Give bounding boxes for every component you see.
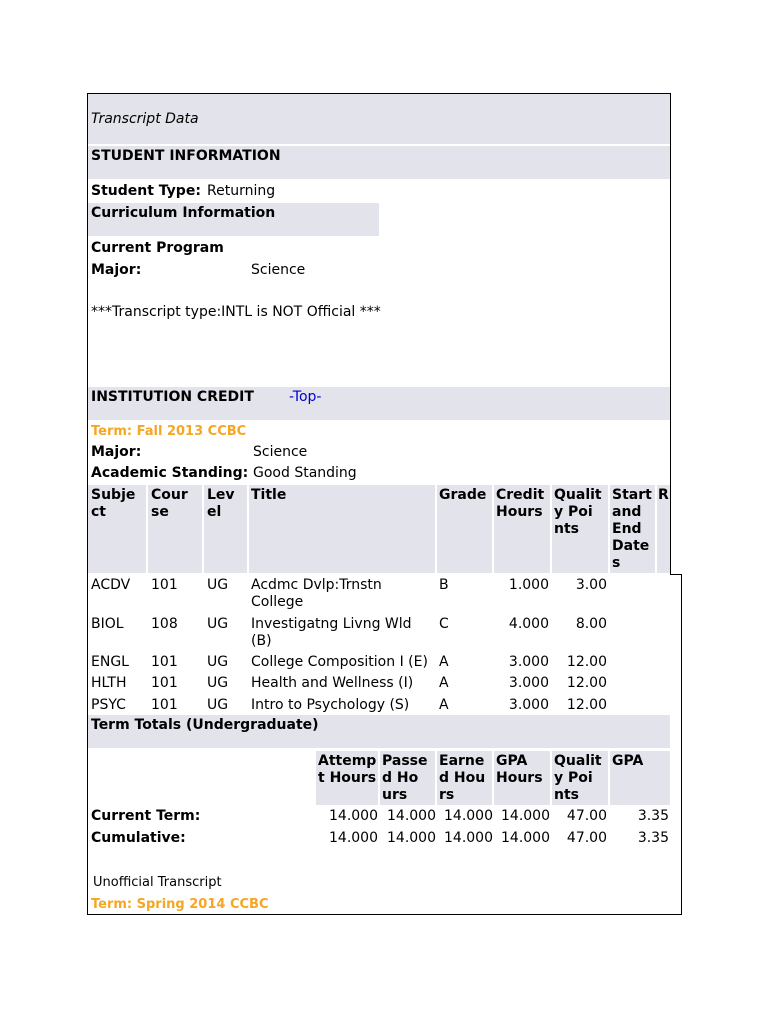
totals-earned: 14.000 (444, 808, 493, 824)
col-grade-header: Grade (439, 487, 487, 503)
academic-standing-value: Good Standing (253, 465, 357, 481)
course-credit: 1.000 (508, 577, 549, 593)
col-dates-header: Start and End Dates (612, 487, 652, 571)
unofficial-transcript-label: Unofficial Transcript (93, 875, 222, 890)
course-level: UG (207, 654, 229, 670)
major-label: Major: (91, 262, 142, 278)
totals-points: 47.00 (566, 830, 607, 846)
totals-earned: 14.000 (444, 830, 493, 846)
course-grade: A (439, 675, 449, 691)
tot-gpa-header: GPA (612, 753, 644, 769)
term-fall-2013-label[interactable]: Term: Fall 2013 CCBC (91, 424, 247, 439)
tot-attempt-header: Attempt Hours (318, 753, 377, 786)
tot-passed-header: Passed Hours (382, 753, 428, 803)
course-title: College Composition I (E) (251, 654, 428, 670)
course-credit: 3.000 (508, 654, 549, 670)
course-title: Investigatng Livng Wld (B) (251, 616, 412, 649)
totals-gpa-hours: 14.000 (501, 830, 550, 846)
totals-attempt: 14.000 (329, 808, 378, 824)
course-credit: 3.000 (508, 675, 549, 691)
top-link[interactable]: -Top- (289, 389, 322, 405)
course-grade: A (439, 697, 449, 713)
course-credit: 4.000 (508, 616, 549, 632)
course-number: 101 (151, 675, 178, 691)
course-subject: PSYC (91, 697, 126, 713)
course-number: 101 (151, 697, 178, 713)
course-points: 8.00 (575, 616, 607, 632)
course-level: UG (207, 697, 229, 713)
totals-gpa: 3.35 (637, 830, 669, 846)
academic-standing-label: Academic Standing: (91, 465, 249, 481)
col-subject-header: Subject (91, 487, 136, 520)
course-level: UG (207, 577, 229, 593)
totals-row-label: Cumulative: (91, 830, 186, 846)
course-level: UG (207, 616, 229, 632)
course-title: Health and Wellness (I) (251, 675, 414, 691)
col-quality-header: Quality Points (554, 487, 602, 537)
student-info-header: STUDENT INFORMATION (91, 148, 281, 164)
frame-bottom-border (87, 914, 682, 915)
frame-right-border-upper (670, 93, 671, 575)
term-spring-2014-label[interactable]: Term: Spring 2014 CCBC (91, 897, 269, 912)
totals-gpa-hours: 14.000 (501, 808, 550, 824)
term-major-value: Science (253, 444, 308, 460)
course-grade: C (439, 616, 449, 632)
course-number: 108 (151, 616, 178, 632)
frame-right-border-lower (681, 574, 682, 915)
student-type-value: Returning (207, 183, 276, 199)
course-points: 12.00 (566, 697, 607, 713)
course-title: Intro to Psychology (S) (251, 697, 410, 713)
totals-row-label: Current Term: (91, 808, 201, 824)
course-subject: BIOL (91, 616, 124, 632)
major-value: Science (251, 262, 306, 278)
col-level-header: Level (207, 487, 235, 520)
tot-earned-header: Earned Hours (439, 753, 486, 803)
course-subject: HLTH (91, 675, 127, 691)
term-totals-header: Term Totals (Undergraduate) (91, 717, 319, 733)
course-title: Acdmc Dvlp:Trnstn College (251, 577, 382, 610)
col-credit-header: Credit Hours (496, 487, 545, 520)
col-title-header: Title (251, 487, 287, 503)
course-subject: ACDV (91, 577, 131, 593)
student-type-label: Student Type: (91, 183, 201, 199)
col-r-header: R (658, 487, 669, 503)
institution-credit-header: INSTITUTION CREDIT (91, 389, 254, 405)
course-points: 12.00 (566, 675, 607, 691)
totals-gpa: 3.35 (637, 808, 669, 824)
course-points: 3.00 (575, 577, 607, 593)
tot-quality-header: Quality Points (554, 753, 602, 803)
curriculum-header: Curriculum Information (91, 205, 276, 221)
course-subject: ENGL (91, 654, 129, 670)
course-number: 101 (151, 654, 178, 670)
totals-passed: 14.000 (387, 808, 436, 824)
current-program-label: Current Program (91, 240, 224, 256)
course-points: 12.00 (566, 654, 607, 670)
col-course-header: Course (151, 487, 188, 520)
course-number: 101 (151, 577, 178, 593)
transcript-notice: ***Transcript type:INTL is NOT Official *** (91, 304, 381, 320)
totals-points: 47.00 (566, 808, 607, 824)
tot-gpahours-header: GPA Hours (496, 753, 543, 786)
course-level: UG (207, 675, 229, 691)
page-title: Transcript Data (91, 111, 199, 127)
course-credit: 3.000 (508, 697, 549, 713)
totals-attempt: 14.000 (329, 830, 378, 846)
course-grade: A (439, 654, 449, 670)
term-major-label: Major: (91, 444, 142, 460)
course-grade: B (439, 577, 449, 593)
totals-passed: 14.000 (387, 830, 436, 846)
